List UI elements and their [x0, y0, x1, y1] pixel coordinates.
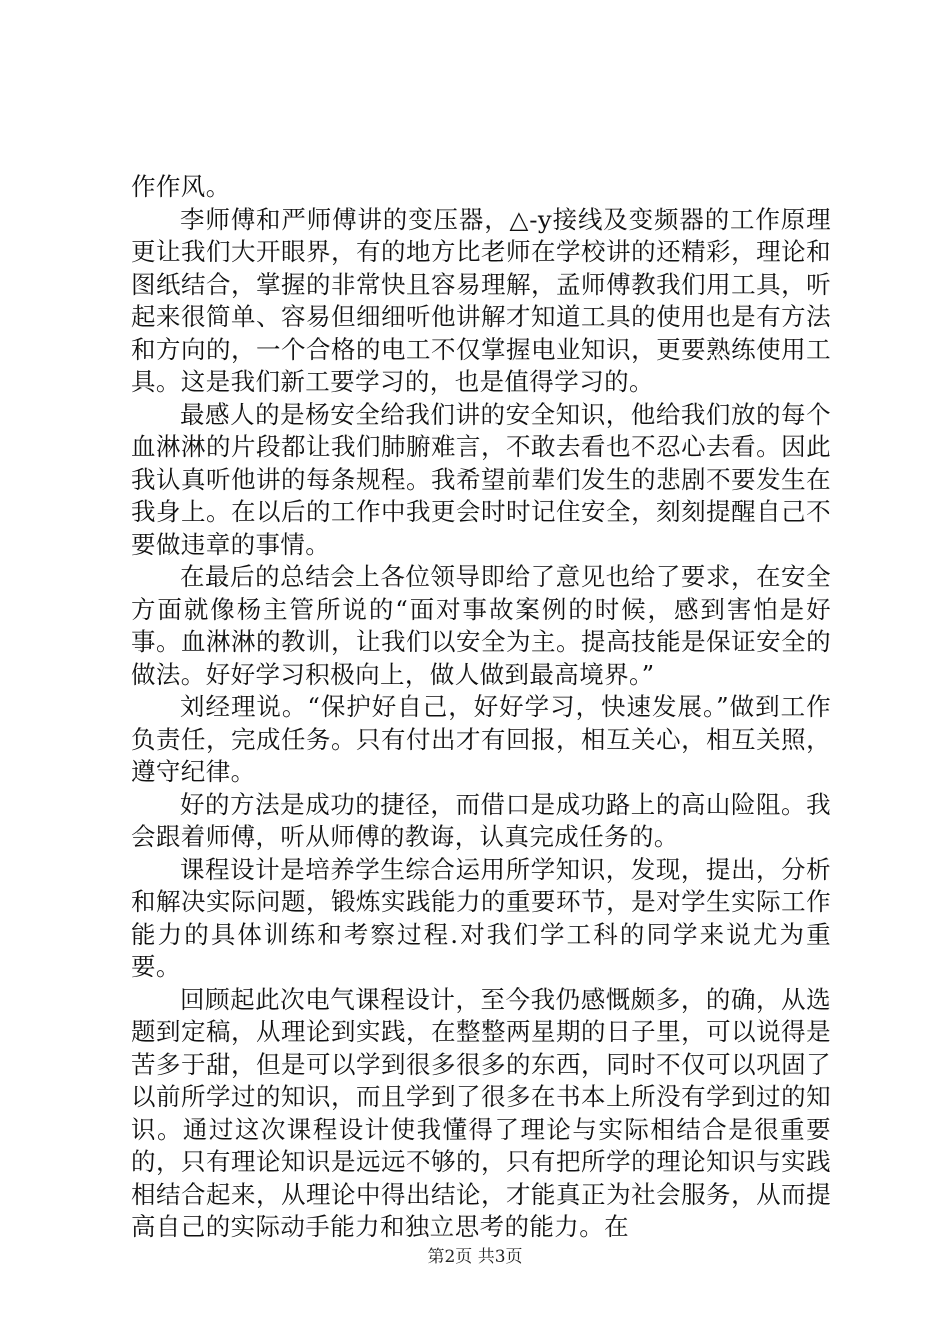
paragraph-7: 课程设计是培养学生综合运用所学知识，发现，提出，分析和解决实际问题，锻炼实践能力的重要环节，是对学生实际工作能力的具体训练和考察过程.对我们学工科的同学来说尤为重要。 — [131, 854, 831, 981]
paragraph-3: 最感人的是杨安全给我们讲的安全知识，他给我们放的每个血淋淋的片段都让我们肺腑难言，不敢去看也不忍心去看。因此我认真听他讲的每条规程。我希望前辈们发生的悲剧不要发生在我身上。在以后的工作中我更会时时记住安全，刻刻提醒自己不要做违章的事情。 — [131, 399, 831, 559]
page-number-footer: 第2页 共3页 — [427, 1247, 523, 1267]
paragraph-6: 好的方法是成功的捷径，而借口是成功路上的高山险阻。我会跟着师傅，听从师傅的教诲，认真完成任务的。 — [131, 789, 831, 851]
paragraph-8: 回顾起此次电气课程设计，至今我仍感慨颇多，的确，从选题到定稿，从理论到实践，在整整两星期的日子里，可以说得是苦多于甜，但是可以学到很多很多的东西，同时不仅可以巩固了以前所学过的知识，而且学到了很多在书本上所没有学到过的知识。通过这次课程设计使我懂得了理论与实际相结合是很重要的，只有理论知识是远远不够的，只有把所学的理论知识与实践相结合起来，从理论中得出结论，才能真正为社会服务，从而提高自己的实际动手能力和独立思考的能力。在 — [131, 984, 831, 1241]
paragraph-4: 在最后的总结会上各位领导即给了意见也给了要求，在安全方面就像杨主管所说的“面对事故案例的时候，感到害怕是好事。血淋淋的教训，让我们以安全为主。提高技能是保证安全的做法。好好学习积极向上，做人做到最高境界。” — [131, 562, 831, 689]
paragraph-2: 李师傅和严师傅讲的变压器，△-y接线及变频器的工作原理更让我们大开眼界，有的地方比老师在学校讲的还精彩，理论和图纸结合，掌握的非常快且容易理解，孟师傅教我们用工具，听起来很简单、容易但细细听他讲解才知道工具的使用也是有方法和方向的，一个合格的电工不仅掌握电业知识，更要熟练使用工具。这是我们新工要学习的，也是值得学习的。 — [131, 204, 831, 396]
paragraph-5: 刘经理说。“保护好自己，好好学习，快速发展。”做到工作负责任，完成任务。只有付出才有回报，相互关心，相互关照，遵守纪律。 — [131, 692, 831, 786]
document-body — [131, 171, 831, 1244]
paragraph-1: 作作风。 — [131, 172, 231, 201]
